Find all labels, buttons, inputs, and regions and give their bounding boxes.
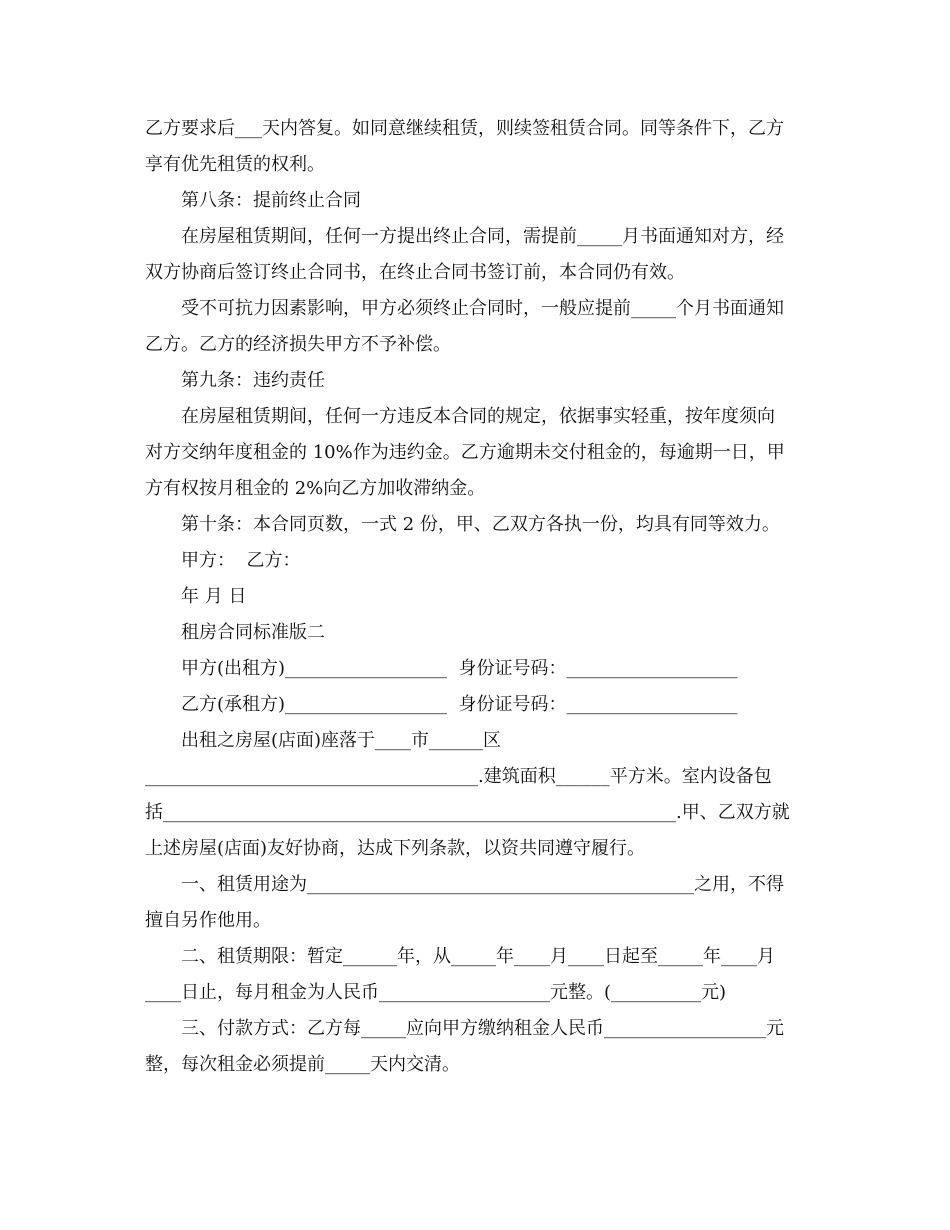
party-b-line: 乙方(承租方)__________________ 身份证号码：___________________ [181,694,738,715]
date-line: 年 月 日 [181,586,247,607]
paragraph-line: 括_________________________________________________________.甲、乙双方就 [145,802,790,823]
section-heading: 第八条：提前终止合同 [181,190,361,211]
paragraph-line: 乙方。乙方的经济损失甲方不予补偿。 [145,334,451,355]
paragraph-line: 受不可抗力因素影响，甲方必须终止合同时，一般应提前_____个月书面通知 [181,298,784,319]
paragraph-line: 在房屋租赁期间，任何一方违反本合同的规定，依据事实轻重，按年度须向 [181,406,775,427]
signature-line: 甲方： 乙方： [181,550,301,571]
paragraph-line: 出租之房屋(店面)座落于____市______区 [181,730,502,751]
paragraph-line: 乙方要求后___天内答复。如同意继续租赁，则续签租赁合同。同等条件下，乙方 [145,118,784,139]
paragraph-line: ____日止，每月租金为人民币___________________元整。(__________元) [145,982,727,1003]
paragraph-line: 方有权按月租金的 2%向乙方加收滞纳金。 [145,478,486,499]
paragraph-line: 擅自另作他用。 [145,910,271,931]
paragraph-line: 一、租赁用途为___________________________________________之用，不得 [181,874,784,895]
document-subtitle: 租房合同标准版二 [181,622,325,643]
paragraph-line: 对方交纳年度租金的 10%作为违约金。乙方逾期未交付租金的，每逾期一日，甲 [145,442,785,463]
paragraph-line: 整，每次租金必须提前_____天内交清。 [145,1054,460,1075]
paragraph-line: 三、付款方式：乙方每_____应向甲方缴纳租金人民币__________________元 [181,1018,784,1039]
paragraph-line: _____________________________________.建筑面积______平方米。室内设备包 [145,766,772,787]
paragraph-line: 在房屋租赁期间，任何一方提出终止合同，需提前_____月书面通知对方，经 [181,226,784,247]
paragraph-line: 上述房屋(店面)友好协商，达成下列条款，以资共同遵守履行。 [145,838,646,859]
section-heading: 第九条：违约责任 [181,370,325,391]
party-a-line: 甲方(出租方)__________________ 身份证号码：___________________ [181,658,738,679]
paragraph-line: 二、租赁期限：暂定______年，从_____年____月____日起至_____年____月 [181,946,775,967]
paragraph-line: 双方协商后签订终止合同书，在终止合同书签订前，本合同仍有效。 [145,262,685,283]
paragraph-line: 享有优先租赁的权利。 [145,154,325,175]
paragraph-line: 第十条：本合同页数，一式 2 份，甲、乙双方各执一份，均具有同等效力。 [181,514,780,535]
